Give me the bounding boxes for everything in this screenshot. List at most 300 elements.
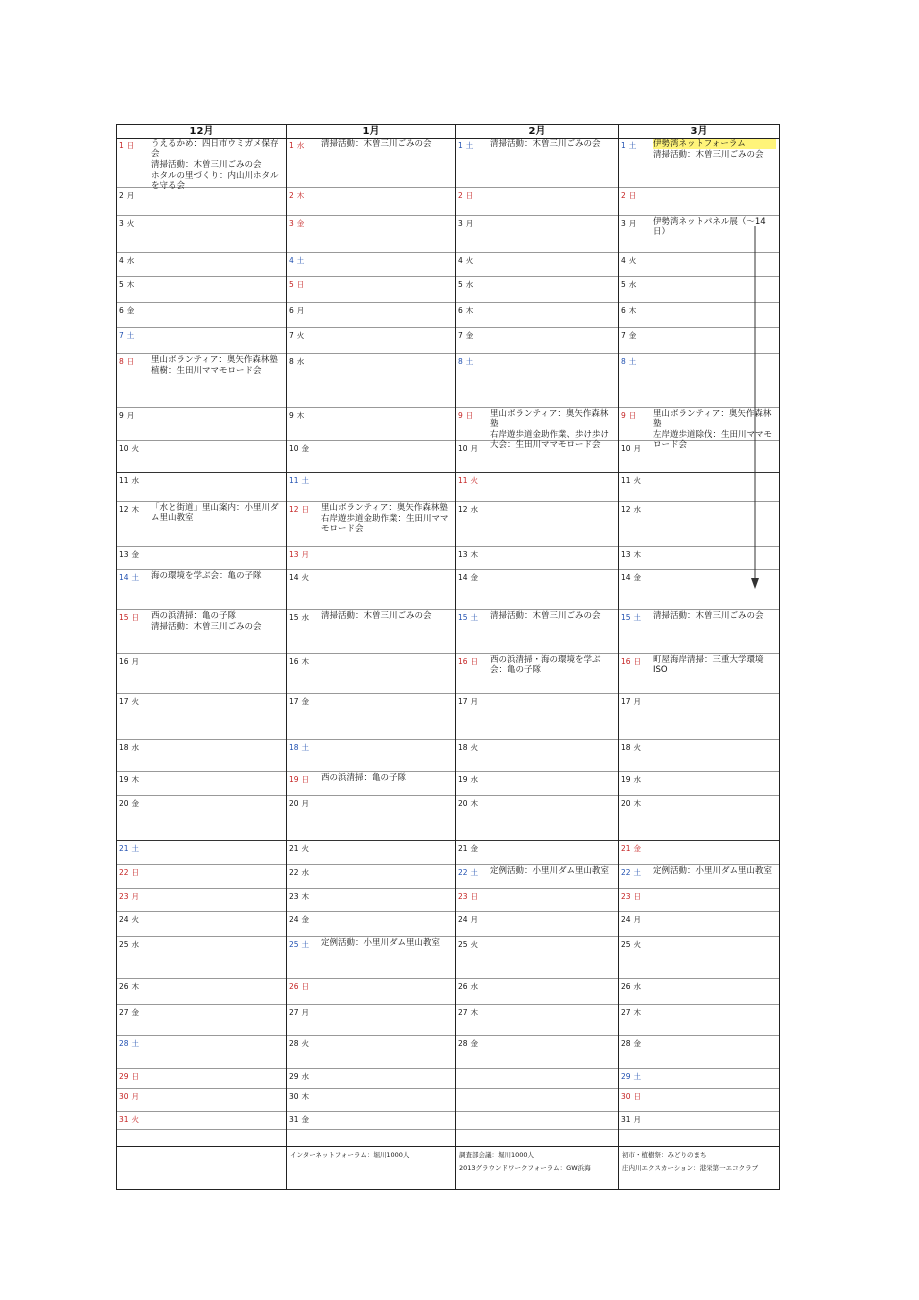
month-header: 12月: [117, 125, 286, 139]
day-row: [456, 1036, 618, 1069]
day-number: 27 木: [621, 1008, 642, 1017]
weekday-label: 火: [470, 476, 479, 485]
day-number: 11 火: [458, 476, 479, 485]
footer-note: 庄内川エクスカーション：港栄第一エコクラブ: [622, 1164, 759, 1172]
day-number: 21 金: [458, 844, 479, 853]
day-number: 18 土: [289, 743, 310, 752]
weekday-label: 金: [126, 306, 135, 315]
weekday-label: 金: [470, 1039, 479, 1048]
day-row: [287, 841, 455, 865]
day-row: [117, 188, 286, 216]
month-column: [455, 125, 618, 1189]
weekday-label: 火: [126, 219, 135, 228]
day-row: [287, 473, 455, 502]
weekday-label: 金: [301, 444, 310, 453]
month-header: 3月: [619, 125, 779, 139]
day-row: [456, 889, 618, 912]
day-row: [287, 188, 455, 216]
day-row: [117, 865, 286, 889]
day-number: 15 土: [621, 613, 642, 622]
day-row: [287, 277, 455, 303]
weekday-label: 水: [628, 280, 637, 289]
weekday-label: 木: [296, 191, 305, 200]
day-row: [117, 328, 286, 354]
weekday-label: 土: [301, 940, 310, 949]
event-list: [490, 655, 615, 676]
day-number: 30 月: [119, 1092, 140, 1101]
day-row: [456, 740, 618, 772]
day-number: 7 金: [621, 331, 637, 340]
day-number: 23 日: [621, 892, 642, 901]
day-number: 3 月: [458, 219, 474, 228]
day-number: 1 土: [621, 141, 637, 150]
weekday-label: 木: [301, 1092, 310, 1101]
day-number: 12 水: [621, 505, 642, 514]
footer-note: 調査部会議：堀川1000人: [459, 1151, 535, 1159]
month-footer-notes: [456, 1146, 618, 1189]
day-number: 6 月: [289, 306, 305, 315]
weekday-label: 水: [301, 1072, 310, 1081]
weekday-label: 土: [628, 357, 637, 366]
event-list: [151, 503, 283, 524]
day-number: 8 水: [289, 357, 305, 366]
day-row: [287, 1089, 455, 1112]
weekday-label: 土: [470, 868, 479, 877]
event-list: [321, 938, 452, 949]
weekday-label: 月: [126, 191, 135, 200]
event-entry: 清掃活動：木曽三川ごみの会: [321, 139, 432, 149]
day-number: 22 日: [119, 868, 140, 877]
weekday-label: 水: [301, 613, 310, 622]
day-number: 15 日: [119, 613, 140, 622]
event-entry: 清掃活動：木曽三川ごみの会: [490, 139, 601, 149]
day-number: 19 水: [458, 775, 479, 784]
day-row: [287, 408, 455, 441]
day-number: 18 火: [621, 743, 642, 752]
day-number: 20 木: [621, 799, 642, 808]
event-list: [151, 355, 283, 377]
weekday-label: 日: [628, 411, 637, 420]
weekday-label: 月: [633, 444, 642, 453]
day-number: 13 金: [119, 550, 140, 559]
day-number: 22 土: [621, 868, 642, 877]
day-number: 3 月: [621, 219, 637, 228]
day-row: [117, 473, 286, 502]
day-number: 18 火: [458, 743, 479, 752]
weekday-label: 日: [301, 982, 310, 991]
event-entry: 海の環境を学ぶ会：亀の子隊: [151, 571, 262, 581]
weekday-label: 木: [126, 280, 135, 289]
day-row: [287, 937, 455, 979]
day-row: [456, 1005, 618, 1036]
day-row: [117, 937, 286, 979]
day-row: [619, 865, 779, 889]
day-number: 10 火: [119, 444, 140, 453]
weekday-label: 水: [633, 982, 642, 991]
day-number: 17 火: [119, 697, 140, 706]
day-row: [117, 912, 286, 937]
day-number: 23 日: [458, 892, 479, 901]
day-number: 5 水: [458, 280, 474, 289]
day-row: [619, 188, 779, 216]
day-number: 26 水: [621, 982, 642, 991]
day-number: 15 水: [289, 613, 310, 622]
day-number: 12 木: [119, 505, 140, 514]
day-row: [456, 1089, 618, 1112]
weekday-label: 月: [633, 697, 642, 706]
day-row: [456, 502, 618, 547]
day-number: 6 木: [621, 306, 637, 315]
event-entry: ホタルの里づくり：内山川ホタルを守る会: [151, 171, 279, 191]
weekday-label: 金: [470, 573, 479, 582]
day-row: [456, 841, 618, 865]
day-row: [287, 610, 455, 654]
day-row: [117, 441, 286, 473]
event-entry: 里山ボランティア：奥矢作森林塾: [321, 503, 448, 513]
day-row: [287, 216, 455, 253]
event-entry: 清掃活動：木曽三川ごみの会: [151, 622, 262, 632]
day-row: [287, 740, 455, 772]
weekday-label: 木: [301, 657, 310, 666]
day-number: 28 火: [289, 1039, 310, 1048]
day-row: [456, 138, 618, 188]
weekday-label: 木: [633, 799, 642, 808]
weekday-label: 月: [628, 219, 637, 228]
day-row: [117, 1089, 286, 1112]
day-number: 10 月: [458, 444, 479, 453]
event-entry: 清掃活動：木曽三川ごみの会: [321, 611, 432, 621]
weekday-label: 月: [470, 915, 479, 924]
weekday-label: 日: [633, 892, 642, 901]
day-row: [117, 979, 286, 1005]
weekday-label: 日: [470, 892, 479, 901]
day-number: 19 水: [621, 775, 642, 784]
weekday-label: 日: [301, 775, 310, 784]
weekday-label: 土: [131, 1039, 140, 1048]
day-row: [456, 188, 618, 216]
day-number: 13 木: [458, 550, 479, 559]
event-entry: 里山ボランティア：奥矢作森林塾: [490, 409, 609, 429]
event-list: [151, 571, 283, 582]
day-row: [117, 303, 286, 328]
weekday-label: 金: [465, 331, 474, 340]
day-number: 8 日: [119, 357, 135, 366]
event-list: [321, 611, 452, 622]
day-number: 28 土: [119, 1039, 140, 1048]
day-row: [456, 610, 618, 654]
weekday-label: 金: [301, 915, 310, 924]
weekday-label: 火: [131, 1115, 140, 1124]
month-footer-notes: [117, 1146, 286, 1189]
weekday-label: 土: [301, 743, 310, 752]
event-list: [653, 139, 776, 161]
weekday-label: 木: [470, 550, 479, 559]
event-entry: 右岸遊歩道金助作業、歩け歩け大会：生田川ママモロード会: [490, 430, 610, 450]
day-number: 9 日: [458, 411, 474, 420]
weekday-label: 水: [470, 505, 479, 514]
day-number: 19 木: [119, 775, 140, 784]
day-number: 3 金: [289, 219, 305, 228]
day-row: [287, 328, 455, 354]
day-number: 7 火: [289, 331, 305, 340]
day-number: 2 木: [289, 191, 305, 200]
weekday-label: 月: [126, 411, 135, 420]
event-entry: 定例活動：小里川ダム里山教室: [321, 938, 441, 948]
day-row: [287, 979, 455, 1005]
weekday-label: 木: [470, 799, 479, 808]
weekday-label: 金: [296, 219, 305, 228]
event-entry: 清掃活動：木曽三川ごみの会: [653, 611, 764, 621]
day-row: [619, 772, 779, 796]
weekday-label: 木: [628, 306, 637, 315]
day-number: 7 土: [119, 331, 135, 340]
footer-note: 初市・植樹祭：みどりのまち: [622, 1151, 707, 1159]
day-row: [619, 1069, 779, 1089]
day-number: 19 日: [289, 775, 310, 784]
day-row: [619, 937, 779, 979]
event-list: [321, 139, 452, 150]
weekday-label: 日: [126, 141, 135, 150]
weekday-label: 土: [126, 331, 135, 340]
event-list: [151, 611, 283, 633]
event-entry: 西の浜清掃：亀の子隊: [321, 773, 407, 783]
day-number: 27 木: [458, 1008, 479, 1017]
day-number: 6 金: [119, 306, 135, 315]
weekday-label: 金: [628, 331, 637, 340]
day-number: 4 土: [289, 256, 305, 265]
weekday-label: 日: [131, 868, 140, 877]
day-number: 13 月: [289, 550, 310, 559]
day-number: 16 木: [289, 657, 310, 666]
weekday-label: 水: [131, 476, 140, 485]
day-row: [456, 1112, 618, 1130]
day-number: 10 月: [621, 444, 642, 453]
weekday-label: 金: [470, 844, 479, 853]
day-number: 9 月: [119, 411, 135, 420]
day-row: [619, 1089, 779, 1112]
day-number: 14 土: [119, 573, 140, 582]
weekday-label: 金: [301, 697, 310, 706]
day-number: 14 金: [621, 573, 642, 582]
day-row: [287, 502, 455, 547]
day-number: 4 火: [621, 256, 637, 265]
day-number: 12 水: [458, 505, 479, 514]
event-entry: 里山ボランティア：奥矢作森林塾: [653, 409, 772, 429]
event-list: [490, 139, 615, 150]
weekday-label: 月: [465, 219, 474, 228]
weekday-label: 火: [633, 743, 642, 752]
event-entry: 定例活動：小里川ダム里山教室: [653, 866, 773, 876]
day-row: [287, 1112, 455, 1130]
day-number: 14 火: [289, 573, 310, 582]
day-number: 31 月: [621, 1115, 642, 1124]
event-list: [490, 611, 615, 622]
day-number: 24 月: [621, 915, 642, 924]
day-row: [456, 865, 618, 889]
weekday-label: 火: [470, 940, 479, 949]
day-number: 20 金: [119, 799, 140, 808]
day-number: 17 月: [458, 697, 479, 706]
day-number: 11 水: [119, 476, 140, 485]
weekday-label: 月: [131, 1092, 140, 1101]
day-number: 24 金: [289, 915, 310, 924]
day-row: [287, 547, 455, 570]
weekday-label: 木: [465, 306, 474, 315]
day-row: [287, 303, 455, 328]
event-entry: 西の浜清掃・海の環境を学ぶ会：亀の子隊: [490, 655, 601, 675]
month-footer-notes: [619, 1146, 779, 1189]
day-number: 22 土: [458, 868, 479, 877]
day-number: 27 金: [119, 1008, 140, 1017]
weekday-label: 水: [296, 141, 305, 150]
day-row: [456, 277, 618, 303]
day-number: 21 土: [119, 844, 140, 853]
day-row: [456, 441, 618, 473]
day-row: [117, 610, 286, 654]
weekday-label: 水: [296, 357, 305, 366]
weekday-label: 木: [131, 775, 140, 784]
day-row: [287, 865, 455, 889]
day-row: [619, 610, 779, 654]
event-entry: 里山ボランティア：奥矢作森林塾: [151, 355, 278, 365]
day-row: [287, 441, 455, 473]
weekday-label: 木: [296, 411, 305, 420]
day-number: 10 金: [289, 444, 310, 453]
day-row: [117, 354, 286, 408]
day-number: 20 木: [458, 799, 479, 808]
weekday-label: 日: [465, 411, 474, 420]
event-list: [653, 866, 776, 877]
day-number: 25 火: [458, 940, 479, 949]
day-row: [117, 502, 286, 547]
day-row: [117, 772, 286, 796]
day-number: 8 土: [621, 357, 637, 366]
weekday-label: 水: [633, 505, 642, 514]
day-row: [456, 654, 618, 694]
day-number: 20 月: [289, 799, 310, 808]
weekday-label: 水: [126, 256, 135, 265]
day-number: 25 水: [119, 940, 140, 949]
day-row: [117, 138, 286, 191]
weekday-label: 月: [301, 1008, 310, 1017]
month-header: 2月: [456, 125, 618, 139]
weekday-label: 水: [633, 775, 642, 784]
day-number: 29 日: [119, 1072, 140, 1081]
weekday-label: 火: [131, 697, 140, 706]
day-number: 25 火: [621, 940, 642, 949]
day-row: [456, 912, 618, 937]
weekday-label: 月: [131, 657, 140, 666]
day-row: [619, 1036, 779, 1069]
event-entry: 右岸遊歩道金助作業：生田川ママモロード会: [321, 514, 449, 534]
day-row: [619, 1005, 779, 1036]
day-row: [287, 796, 455, 841]
weekday-label: 火: [465, 256, 474, 265]
weekday-label: 土: [131, 573, 140, 582]
event-entry: 左岸遊歩道除伐：生田川ママモロード会: [653, 430, 773, 450]
day-row: [117, 277, 286, 303]
weekday-label: 火: [131, 915, 140, 924]
day-row: [287, 654, 455, 694]
day-number: 27 月: [289, 1008, 310, 1017]
weekday-label: 土: [628, 141, 637, 150]
event-entry: 清掃活動：木曽三川ごみの会: [490, 611, 601, 621]
event-entry: 伊勢湾ネットパネル展（～14日）: [653, 217, 766, 237]
weekday-label: 土: [633, 868, 642, 877]
event-list: [653, 655, 776, 676]
day-number: 2 月: [119, 191, 135, 200]
weekday-label: 木: [470, 1008, 479, 1017]
weekday-label: 日: [465, 191, 474, 200]
day-number: 2 日: [621, 191, 637, 200]
day-row: [287, 138, 455, 188]
day-number: 30 日: [621, 1092, 642, 1101]
day-row: [287, 354, 455, 408]
weekday-label: 水: [470, 775, 479, 784]
month-column: [286, 125, 455, 1189]
day-row: [456, 328, 618, 354]
event-entry: 清掃活動：木曽三川ごみの会: [151, 160, 262, 170]
day-number: 16 日: [621, 657, 642, 666]
weekday-label: 日: [633, 657, 642, 666]
weekday-label: 火: [296, 331, 305, 340]
weekday-label: 木: [131, 982, 140, 991]
day-row: [117, 1005, 286, 1036]
day-row: [619, 889, 779, 912]
day-row: [619, 740, 779, 772]
weekday-label: 水: [470, 982, 479, 991]
day-row: [287, 772, 455, 796]
day-row: [456, 772, 618, 796]
day-row: [456, 216, 618, 253]
event-list: [321, 503, 452, 535]
weekday-label: 水: [465, 280, 474, 289]
month-column: [117, 125, 286, 1189]
weekday-label: 日: [131, 1072, 140, 1081]
weekday-label: 日: [296, 280, 305, 289]
day-number: 26 日: [289, 982, 310, 991]
day-row: [117, 570, 286, 610]
day-row: [117, 841, 286, 865]
weekday-label: 日: [470, 657, 479, 666]
day-row: [287, 1036, 455, 1069]
day-number: 7 金: [458, 331, 474, 340]
day-number: 11 土: [289, 476, 310, 485]
day-row: [456, 473, 618, 502]
event-entry: 町屋海岸清掃：三重大学環境ISO: [653, 655, 764, 675]
day-row: [456, 354, 618, 408]
day-row: [287, 912, 455, 937]
day-number: 4 火: [458, 256, 474, 265]
weekday-label: 火: [301, 573, 310, 582]
event-entry: 西の浜清掃：亀の子隊: [151, 611, 237, 621]
day-number: 13 木: [621, 550, 642, 559]
day-number: 5 日: [289, 280, 305, 289]
weekday-label: 火: [470, 743, 479, 752]
day-row: [287, 1005, 455, 1036]
weekday-label: 火: [628, 256, 637, 265]
day-number: 29 水: [289, 1072, 310, 1081]
day-number: 1 土: [458, 141, 474, 150]
day-number: 30 木: [289, 1092, 310, 1101]
weekday-label: 土: [465, 141, 474, 150]
day-number: 5 木: [119, 280, 135, 289]
weekday-label: 月: [131, 892, 140, 901]
day-row: [456, 303, 618, 328]
day-row: [117, 796, 286, 841]
day-number: 17 金: [289, 697, 310, 706]
weekday-label: 金: [633, 1039, 642, 1048]
